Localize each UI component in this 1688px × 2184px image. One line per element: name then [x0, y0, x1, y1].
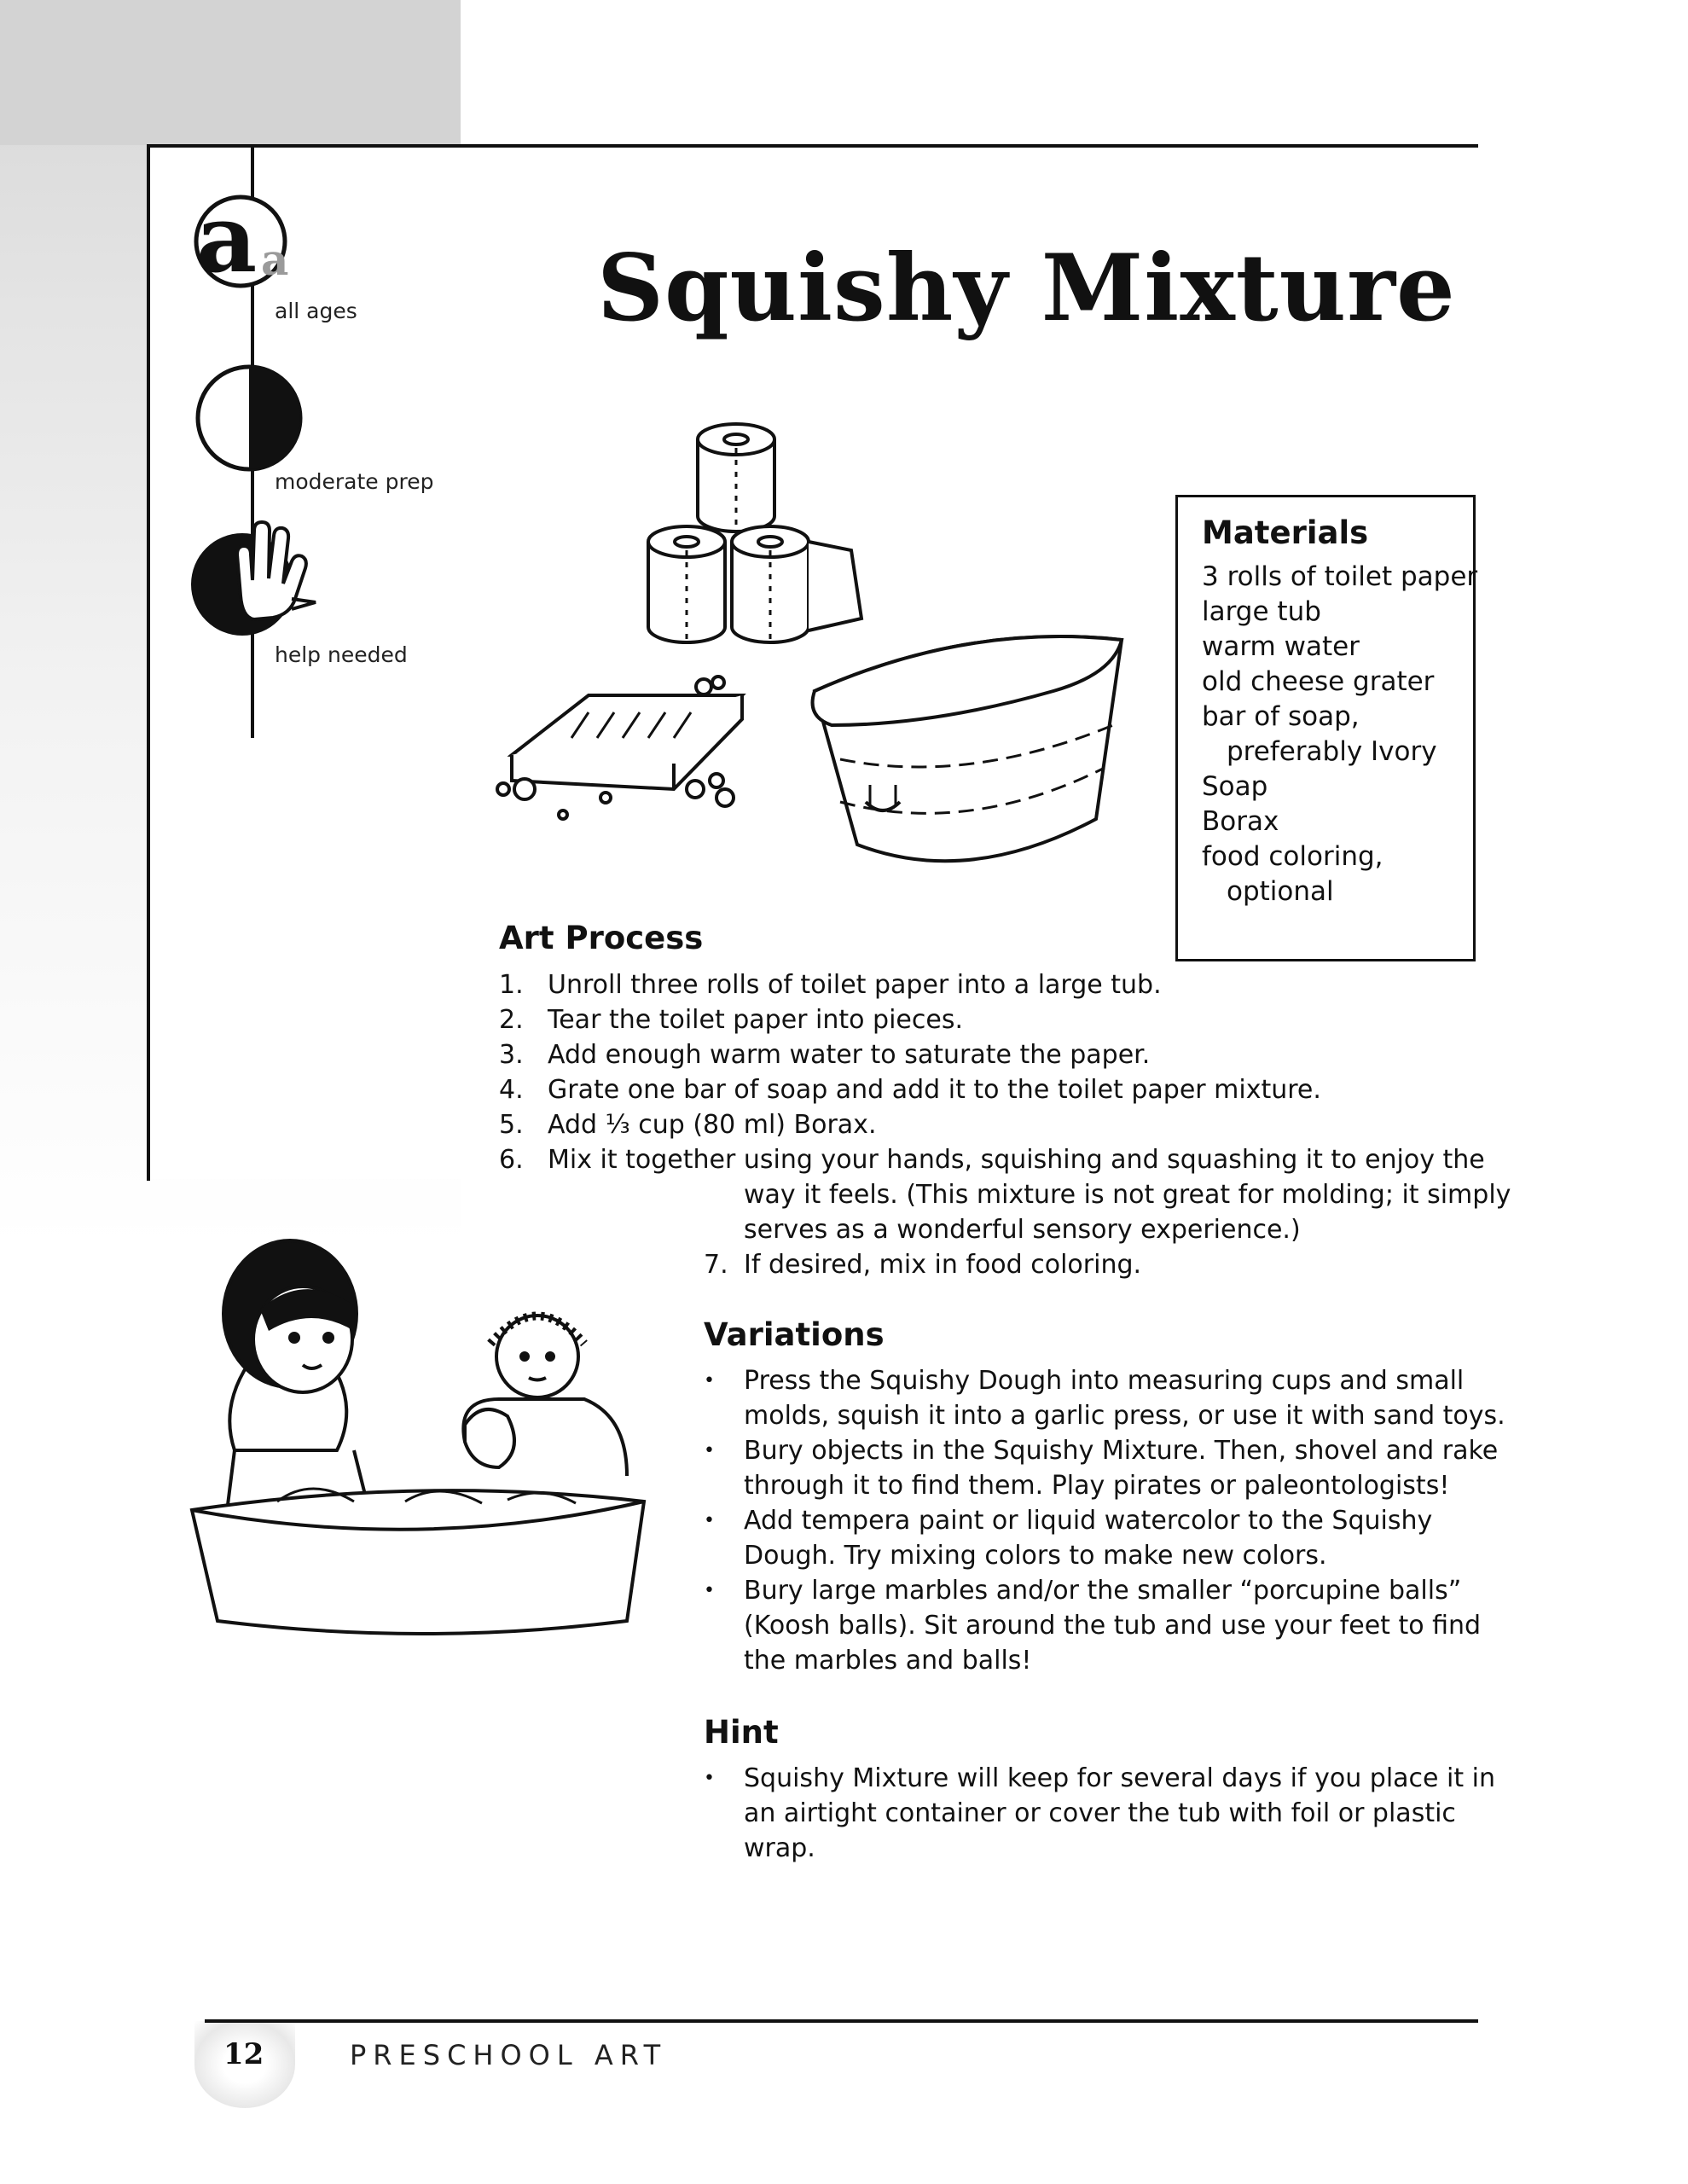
step-text: Unroll three rolls of toilet paper into a large tub. — [548, 970, 1162, 1000]
step-text: Mix it together using your hands, squishing and squashing it to enjoy the — [548, 1145, 1485, 1175]
page-title: Squishy Mixture — [597, 235, 1456, 342]
step-number: 1. — [499, 970, 524, 1000]
hint-heading: Hint — [704, 1714, 779, 1751]
hint-list — [704, 1761, 1511, 1866]
step-text: Add enough warm water to saturate the paper. — [548, 1040, 1151, 1070]
material-item: 3 rolls of toilet paper — [1202, 561, 1478, 592]
material-item: food coloring, — [1202, 841, 1383, 872]
step-text: Tear the toilet paper into pieces. — [548, 1005, 964, 1035]
step-text: Add ⅓ cup (80 ml) Borax. — [548, 1110, 877, 1140]
step-number: 2. — [499, 1005, 524, 1035]
raised-hand-icon — [189, 495, 326, 648]
children-at-tub-illustration — [183, 1228, 661, 1638]
left-rule — [147, 144, 150, 1181]
all-ages-icon — [189, 186, 300, 297]
material-item: Soap — [1202, 771, 1268, 802]
page-number: 12 — [223, 2037, 264, 2071]
material-item: preferably Ivory — [1227, 736, 1437, 767]
variation-item: • Bury large marbles and/or the smaller “porcupine balls” (Koosh balls). Sit around the tub and use your feet to find the marbles and balls! — [704, 1573, 1511, 1678]
bottom-rule — [205, 2019, 1478, 2023]
variation-item: • Bury objects in the Squishy Mixture. Then, shovel and rake through it to find them. Play pirates or paleontologists! — [704, 1433, 1511, 1503]
toilet-paper-rolls-illustration — [638, 422, 919, 653]
step-number: 6. — [499, 1145, 524, 1175]
material-item: large tub — [1202, 596, 1321, 627]
material-item: warm water — [1202, 631, 1360, 662]
variations-heading: Variations — [704, 1316, 885, 1353]
variation-item: • Press the Squishy Dough into measuring cups and small molds, squish it into a garlic press, or use it with sand toys. — [704, 1363, 1511, 1433]
step-number: 4. — [499, 1075, 524, 1105]
materials-heading: Materials — [1202, 514, 1369, 551]
step-number: 7. — [704, 1250, 728, 1280]
art-process-heading: Art Process — [499, 920, 704, 956]
step-number: 3. — [499, 1040, 524, 1070]
help-needed-label: help needed — [275, 642, 408, 667]
variation-item: • Add tempera paint or liquid watercolor to the Squishy Dough. Try mixing colors to make new colors. — [704, 1503, 1511, 1573]
tub-illustration — [806, 631, 1139, 887]
material-item: optional — [1227, 876, 1334, 907]
svg-text:a: a — [261, 235, 289, 285]
material-item: Borax — [1202, 806, 1279, 837]
material-item: old cheese grater — [1202, 666, 1435, 697]
step-text-continued: way it feels. (This mixture is not great for molding; it simply — [744, 1180, 1511, 1210]
all-ages-label: all ages — [275, 299, 357, 323]
material-item: bar of soap, — [1202, 701, 1360, 732]
materials-box — [1175, 495, 1476, 961]
running-head: PRESCHOOL ART — [350, 2039, 668, 2071]
top-rule — [147, 144, 1478, 148]
soap-bar-illustration — [495, 661, 751, 832]
hint-item: • Squishy Mixture will keep for several days if you place it in an airtight container or cover the tub with foil or plastic wrap. — [704, 1761, 1511, 1866]
moderate-prep-label: moderate prep — [275, 469, 434, 494]
variations-list — [704, 1363, 1511, 1678]
step-text: If desired, mix in food coloring. — [744, 1250, 1142, 1280]
step-number: 5. — [499, 1110, 524, 1140]
svg-text:a: a — [196, 186, 258, 293]
step-text: Grate one bar of soap and add it to the toilet paper mixture. — [548, 1075, 1321, 1105]
step-text-continued: serves as a wonderful sensory experience.) — [744, 1215, 1301, 1245]
half-moon-icon — [189, 358, 309, 478]
